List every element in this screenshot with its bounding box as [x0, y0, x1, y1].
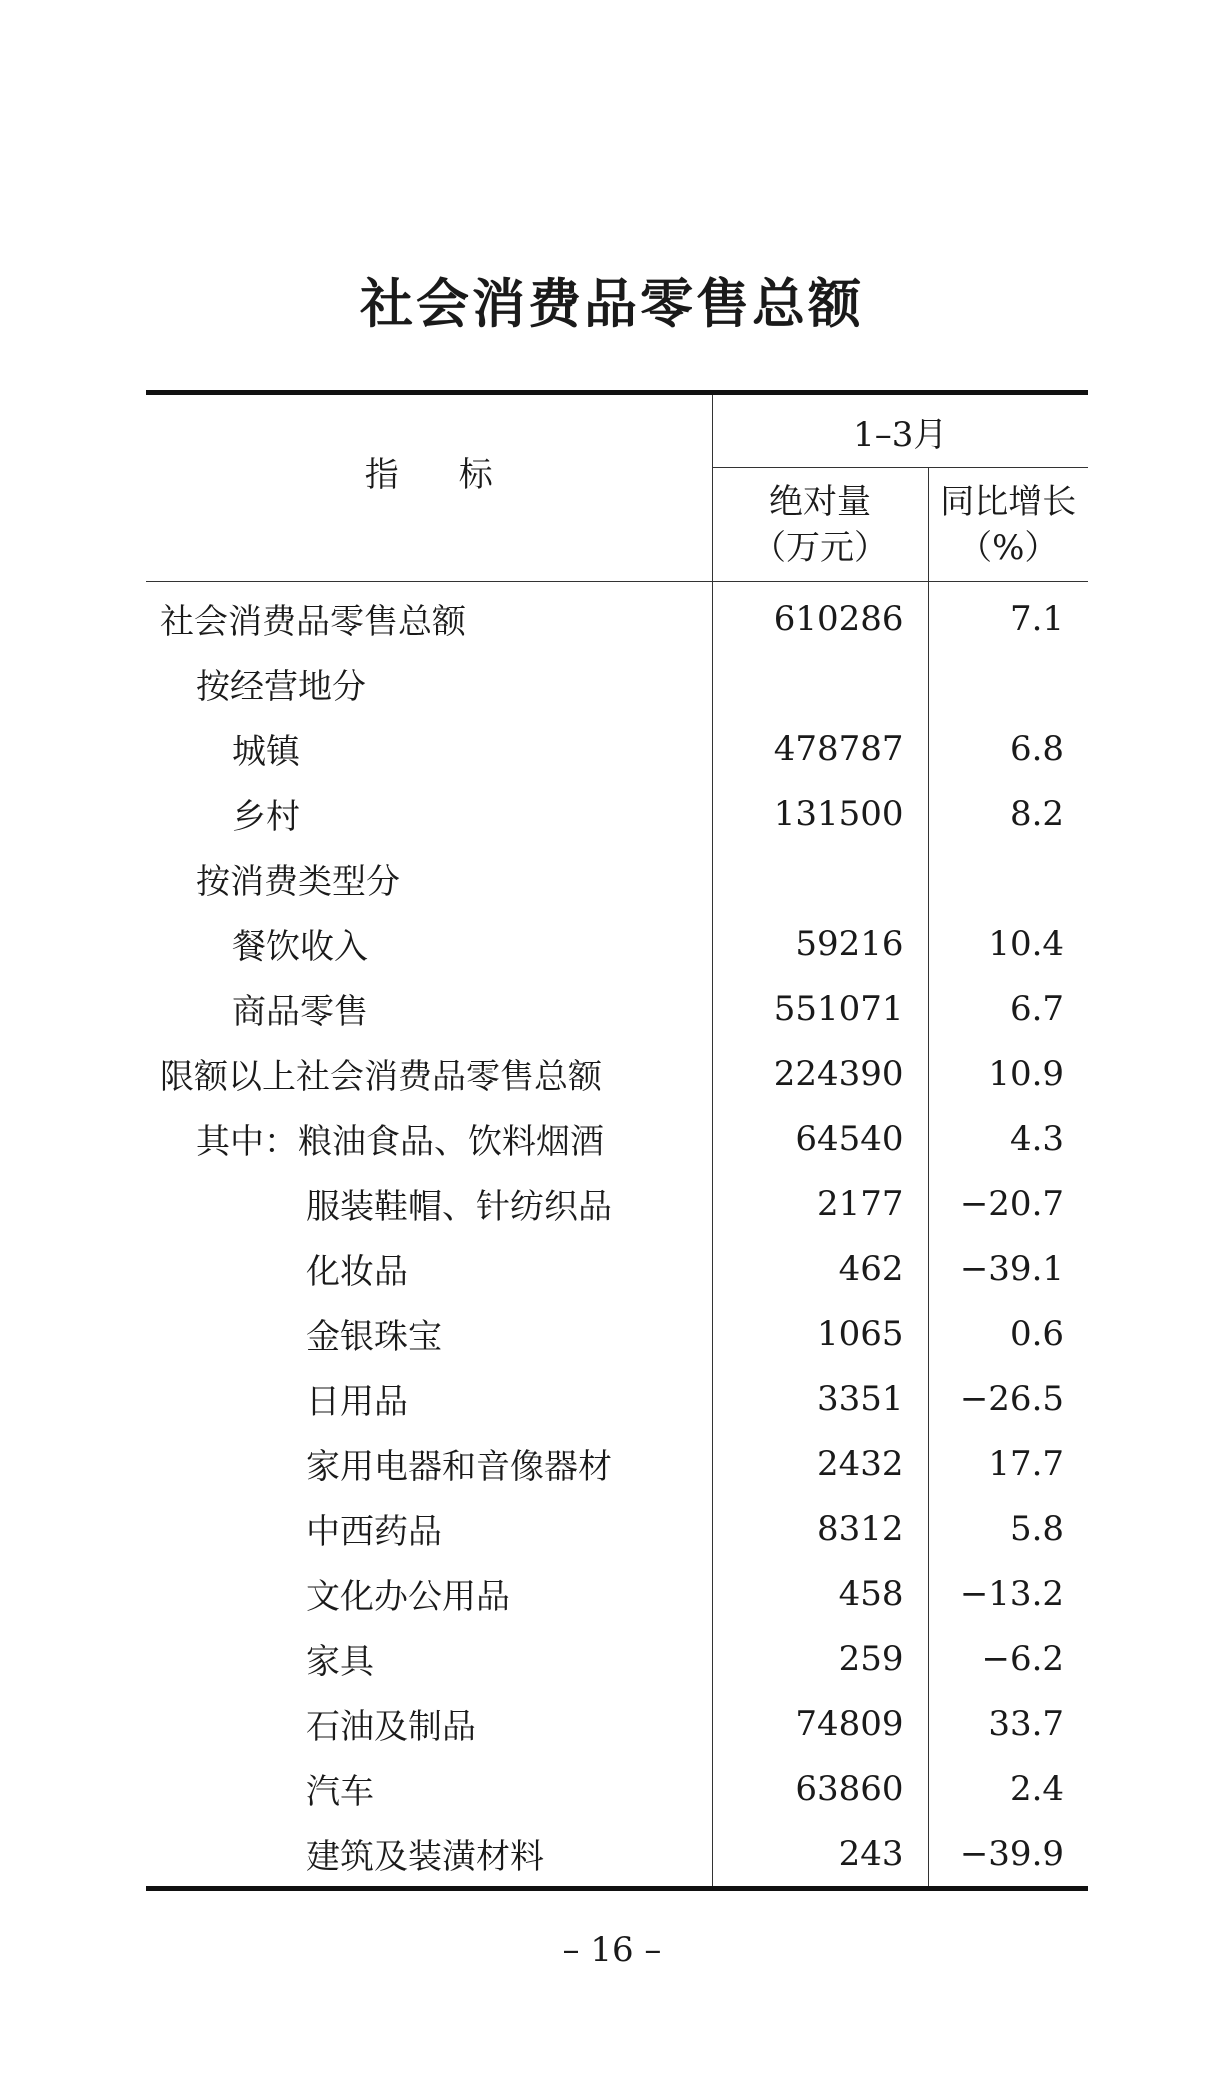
row-absolute-value: 243 — [712, 1821, 928, 1889]
row-label: 化妆品 — [146, 1236, 712, 1301]
yoy-growth-unit: （%） — [958, 527, 1059, 568]
row-label: 服装鞋帽、针纺织品 — [146, 1171, 712, 1236]
table-row — [146, 911, 1088, 976]
absolute-value-label: 绝对量 — [769, 481, 871, 522]
row-label: 石油及制品 — [146, 1691, 712, 1756]
row-label: 限额以上社会消费品零售总额 — [146, 1041, 712, 1106]
row-label: 建筑及装潢材料 — [146, 1821, 712, 1889]
row-absolute-value: 610286 — [712, 582, 928, 652]
table-row — [146, 582, 1088, 652]
row-yoy-growth: 0.6 — [1009, 1313, 1065, 1354]
table-row — [146, 781, 1088, 846]
table-row — [146, 1106, 1088, 1171]
row-absolute-value: 8312 — [712, 1496, 928, 1561]
row-label: 日用品 — [146, 1366, 712, 1431]
row-yoy-growth: 33.7 — [988, 1703, 1065, 1744]
row-absolute-value: 74809 — [712, 1691, 928, 1756]
row-yoy-growth: −39.1 — [959, 1248, 1065, 1289]
row-yoy-growth — [928, 651, 1088, 716]
row-absolute-value: 462 — [712, 1236, 928, 1301]
row-absolute-value: 224390 — [712, 1041, 928, 1106]
row-label: 按消费类型分 — [146, 846, 712, 911]
row-yoy-growth: 4.3 — [1009, 1118, 1065, 1159]
row-absolute-value: 63860 — [712, 1756, 928, 1821]
row-absolute-value: 2177 — [712, 1171, 928, 1236]
row-absolute-value: 3351 — [712, 1366, 928, 1431]
row-absolute-value: 1065 — [712, 1301, 928, 1366]
row-label: 社会消费品零售总额 — [146, 582, 712, 652]
table-row — [146, 651, 1088, 716]
table-row — [146, 1366, 1088, 1431]
row-yoy-growth: −6.2 — [981, 1638, 1065, 1679]
row-absolute-value: 458 — [712, 1561, 928, 1626]
row-yoy-growth: −20.7 — [959, 1183, 1065, 1224]
row-label: 其中：粮油食品、饮料烟酒 — [146, 1106, 712, 1171]
row-absolute-value: 259 — [712, 1626, 928, 1691]
table-row — [146, 1821, 1088, 1889]
table-row — [146, 1496, 1088, 1561]
yoy-growth-header — [928, 468, 1088, 582]
row-yoy-growth: 5.8 — [1009, 1508, 1065, 1549]
row-label: 金银珠宝 — [146, 1301, 712, 1366]
table-row — [146, 976, 1088, 1041]
row-label: 中西药品 — [146, 1496, 712, 1561]
row-absolute-value: 2432 — [712, 1431, 928, 1496]
row-yoy-growth: 6.8 — [1009, 728, 1065, 769]
row-yoy-growth: 10.4 — [988, 923, 1065, 964]
yoy-growth-label: 同比增长 — [940, 481, 1077, 522]
row-label: 家具 — [146, 1626, 712, 1691]
table-row — [146, 1171, 1088, 1236]
table-row — [146, 1561, 1088, 1626]
data-table — [146, 390, 1088, 1891]
row-absolute-value: 59216 — [712, 911, 928, 976]
row-label: 家用电器和音像器材 — [146, 1431, 712, 1496]
table-row — [146, 1756, 1088, 1821]
absolute-value-header — [712, 468, 928, 582]
row-absolute-value: 131500 — [712, 781, 928, 846]
row-yoy-growth: 10.9 — [988, 1053, 1065, 1094]
row-yoy-growth: 6.7 — [1009, 988, 1065, 1029]
row-label: 乡村 — [146, 781, 712, 846]
row-label: 按经营地分 — [146, 651, 712, 716]
row-yoy-growth: −13.2 — [959, 1573, 1065, 1614]
period-header: 1–3月 — [712, 393, 1088, 468]
row-absolute-value: 64540 — [712, 1106, 928, 1171]
row-absolute-value: 551071 — [712, 976, 928, 1041]
row-yoy-growth: 8.2 — [1009, 793, 1065, 834]
table-row — [146, 1431, 1088, 1496]
row-label: 商品零售 — [146, 976, 712, 1041]
table-row — [146, 1691, 1088, 1756]
page-title: 社会消费品零售总额 — [360, 274, 864, 335]
row-yoy-growth: 7.1 — [1009, 598, 1065, 639]
retail-sales-table — [146, 390, 1088, 1891]
table-row — [146, 1626, 1088, 1691]
absolute-value-unit: （万元） — [752, 527, 888, 568]
page-number: – 16 – — [562, 1930, 662, 1970]
indicator-header: 指标 — [146, 393, 712, 582]
row-absolute-value — [712, 651, 928, 716]
row-label: 汽车 — [146, 1756, 712, 1821]
row-yoy-growth: 17.7 — [988, 1443, 1065, 1484]
row-yoy-growth: −26.5 — [959, 1378, 1065, 1419]
table-row — [146, 1041, 1088, 1106]
row-yoy-growth: −39.9 — [928, 1821, 1088, 1889]
table-row — [146, 846, 1088, 911]
row-label: 文化办公用品 — [146, 1561, 712, 1626]
row-absolute-value — [712, 846, 928, 911]
table-row — [146, 1236, 1088, 1301]
row-yoy-growth — [928, 846, 1088, 911]
row-label: 城镇 — [146, 716, 712, 781]
row-yoy-growth: 2.4 — [1009, 1768, 1065, 1809]
table-row — [146, 716, 1088, 781]
table-row — [146, 1301, 1088, 1366]
row-label: 餐饮收入 — [146, 911, 712, 976]
row-absolute-value: 478787 — [712, 716, 928, 781]
